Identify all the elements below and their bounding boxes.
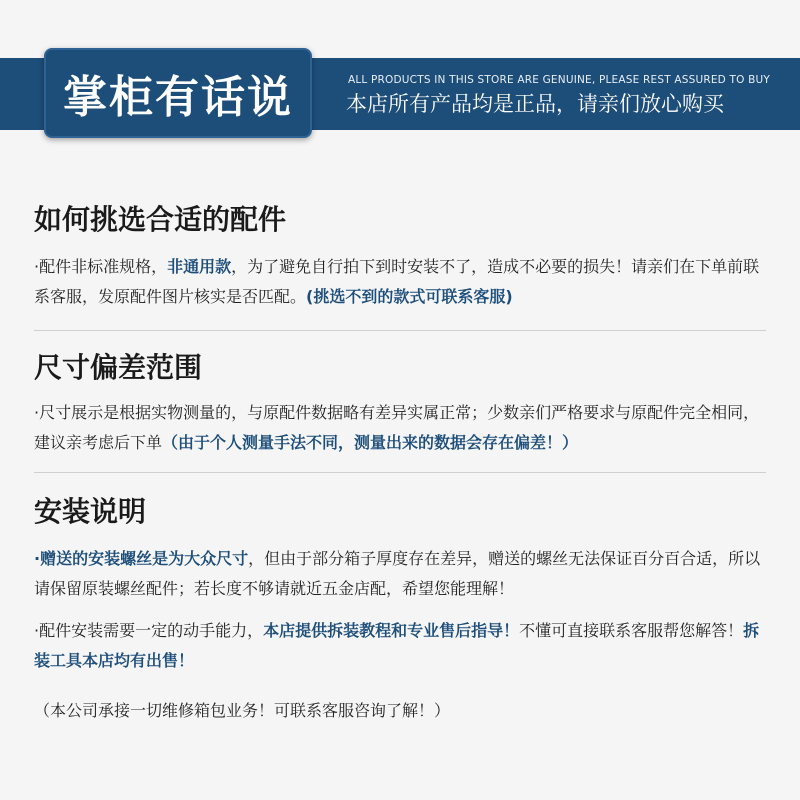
para-highlight: 拆装工具本店均有出售！ <box>34 621 760 670</box>
para-text: ·配件非标准规格， <box>34 257 168 276</box>
para-highlight: 非通用款 <box>167 257 232 276</box>
section-title: 安装说明 <box>34 495 147 528</box>
para-text: ·尺寸展示是根据实物测量的，与原配件数据略有差异实属正常；少数亲们严格要求与原配件完全相同，建议亲考虑后下单 <box>34 403 760 452</box>
section-paragraph <box>34 252 766 312</box>
section-size-tolerance <box>34 346 766 458</box>
para-highlight: (挑选不到的款式可联系客服) <box>306 287 513 306</box>
header-tagline-en: ALL PRODUCTS IN THIS STORE ARE GENUINE, PLEASE REST ASSURED TO BUY <box>348 74 771 86</box>
para-highlight: （由于个人测量手法不同，测量出来的数据会存在偏差！） <box>162 433 579 452</box>
section-title: 尺寸偏差范围 <box>34 351 203 384</box>
section-divider <box>34 472 766 473</box>
header-title-box <box>44 48 312 138</box>
section-divider <box>34 330 766 331</box>
para-highlight: 本店提供拆装教程和专业售后指导！ <box>263 621 520 640</box>
section-paragraph <box>34 544 766 604</box>
section-title: 如何挑选合适的配件 <box>34 203 287 236</box>
para-text: ·配件安装需要一定的动手能力， <box>34 621 264 640</box>
section-installation <box>34 490 766 726</box>
header-title: 掌柜有话说 <box>63 72 293 123</box>
section-note: （本公司承接一切维修箱包业务！可联系客服咨询了解！） <box>34 701 451 720</box>
section-paragraph <box>34 398 766 458</box>
para-text: 不懂可直接联系客服帮您解答！ <box>519 621 744 640</box>
para-highlight: ·赠送的安装螺丝是为大众尺寸 <box>34 549 249 568</box>
section-choose-parts <box>34 198 766 312</box>
section-paragraph <box>34 616 766 676</box>
para-text: ，为了避免自行拍下到时安装不了，造成不必要的损失！请亲们在下单前联系客服，发原配件图片核实是否匹配。 <box>34 257 760 306</box>
para-text: ，但由于部分箱子厚度存在差异，赠送的螺丝无法保证百分百合适，所以请保留原装螺丝配件；若长度不够请就近五金店配，希望您能理解！ <box>34 549 761 598</box>
header-tagline-cn: 本店所有产品均是正品，请亲们放心购买 <box>346 92 724 116</box>
